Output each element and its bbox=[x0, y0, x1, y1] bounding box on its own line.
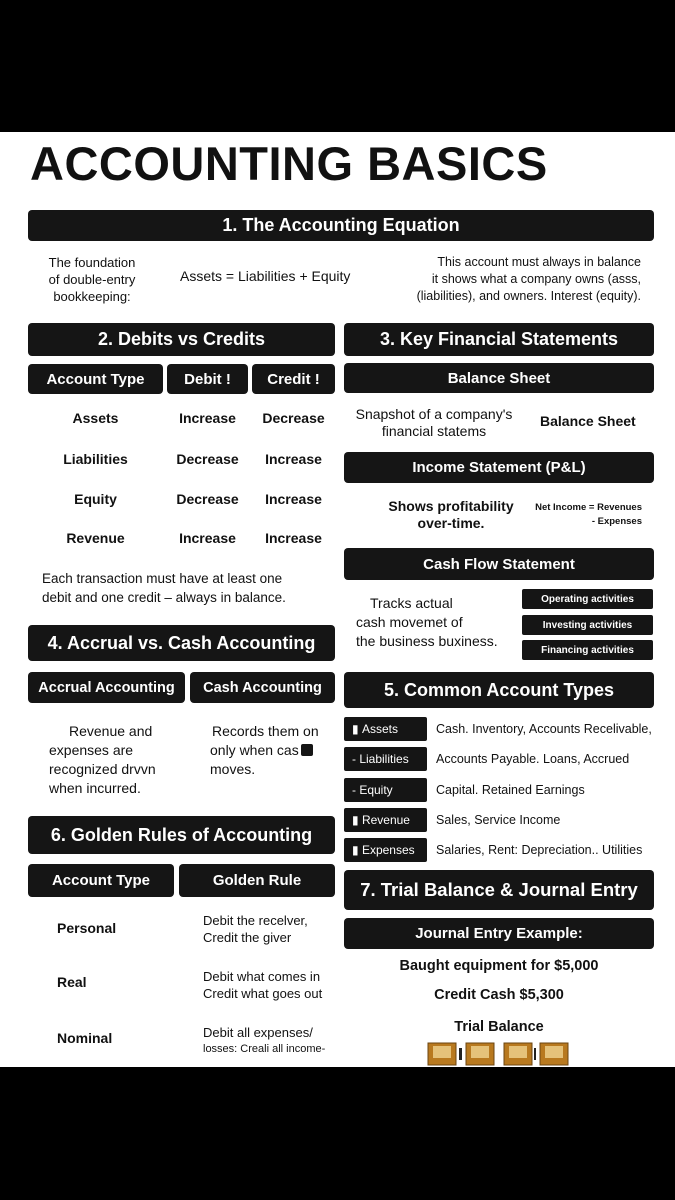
s2-row-credit: Increase bbox=[265, 530, 322, 546]
s7-line2: Credit Cash $5,300 bbox=[434, 987, 564, 1003]
s1-left-text: The foundation of double-entry bookkeeping: bbox=[48, 255, 136, 304]
s3-income-header: Income Statement (P&L) bbox=[344, 452, 654, 483]
s2-row-type: Assets bbox=[72, 410, 119, 426]
s5-tag-assets: ▮ Assets bbox=[344, 717, 427, 741]
s6-row-rule: Debit what comes in Credit what goes out bbox=[203, 969, 323, 1001]
s5-desc-liabilities: Accounts Payable. Loans, Accrued bbox=[436, 752, 630, 766]
s4-col-accrual: Accrual Accounting bbox=[28, 672, 185, 703]
s5-tag-expenses: ▮ Expenses bbox=[344, 838, 427, 862]
s3-cash-desc: Tracks actual cash movemet of the business buxiness. bbox=[356, 595, 498, 649]
s2-row-type: Equity bbox=[74, 491, 117, 507]
s2-row-debit: Decrease bbox=[176, 491, 239, 507]
s7-header: 7. Trial Balance & Journal Entry bbox=[344, 870, 654, 910]
s3-financing-activities: Financing activities bbox=[522, 640, 653, 660]
s7-trial-balance: Trial Balance bbox=[454, 1019, 544, 1035]
s4-header: 4. Accrual vs. Cash Accounting bbox=[28, 625, 335, 661]
s5-desc-equity: Capital. Retained Earnings bbox=[436, 783, 585, 797]
s4-cash-desc: Records them on only when cas moves. bbox=[210, 723, 319, 777]
s6-row-type: Nominal bbox=[57, 1030, 113, 1046]
s6-row-type: Real bbox=[57, 974, 87, 990]
s6-row-rule: Debit the recelver, Credit the giver bbox=[203, 913, 308, 945]
s3-income-desc: Shows profitability over-time. bbox=[388, 498, 514, 531]
s6-col-golden-rule: Golden Rule bbox=[179, 864, 335, 897]
s2-note: Each transaction must have at least one debit and one credit – always in balance. bbox=[42, 571, 286, 605]
s5-desc-revenue: Sales, Service Income bbox=[436, 813, 561, 827]
s1-right-text: This account must always in balance it shows what a company owns (asss, (liabilities), and owners. Interest (equity). bbox=[416, 255, 641, 303]
s2-row-debit: Increase bbox=[179, 530, 236, 546]
s3-income-formula: Net Income = Revenues - Expenses bbox=[535, 502, 642, 527]
s6-header: 6. Golden Rules of Accounting bbox=[28, 816, 335, 854]
s1-header: 1. The Accounting Equation bbox=[28, 210, 654, 241]
s5-tag-equity: - Equity bbox=[344, 778, 427, 802]
s5-tag-revenue: ▮ Revenue bbox=[344, 808, 427, 832]
s2-row-credit: Increase bbox=[265, 491, 322, 507]
s5-desc-expenses: Salaries, Rent: Depreciation.. Utilities bbox=[436, 843, 643, 857]
s3-balance-header: Balance Sheet bbox=[344, 363, 654, 393]
s2-row-credit: Increase bbox=[265, 451, 322, 467]
s7-subheader: Journal Entry Example: bbox=[344, 918, 654, 949]
redacted-mark-icon bbox=[301, 744, 313, 756]
s3-cash-header: Cash Flow Statement bbox=[344, 548, 654, 580]
s7-line1: Baught equipment for $5,000 bbox=[399, 958, 599, 974]
s6-row-type: Personal bbox=[57, 920, 117, 936]
s2-col-debit: Debit ! bbox=[167, 364, 248, 394]
s4-accrual-desc: Revenue and expenses are recognized drvvn when incurred. bbox=[49, 723, 156, 796]
s6-row-rule: Debit all expenses/ losses: Creali all income- bbox=[203, 1025, 326, 1055]
s5-tag-liabilities: - Liabilities bbox=[344, 747, 427, 771]
s2-header: 2. Debits vs Credits bbox=[28, 323, 335, 356]
s2-row-type: Liabilities bbox=[63, 451, 128, 467]
ledger-books-icon bbox=[424, 1040, 574, 1067]
s3-balance-desc: Snapshot of a company's financial statems bbox=[355, 406, 513, 439]
s2-col-credit: Credit ! bbox=[252, 364, 335, 394]
s3-balance-label: Balance Sheet bbox=[540, 413, 636, 429]
infographic-page bbox=[0, 132, 675, 1067]
s5-header: 5. Common Account Types bbox=[344, 672, 654, 708]
s2-row-credit: Decrease bbox=[262, 410, 325, 426]
s5-desc-assets: Cash. Inventory, Accounts Recelivable, bbox=[436, 722, 652, 736]
s2-col-account-type: Account Type bbox=[28, 364, 163, 394]
s3-operating-activities: Operating activities bbox=[522, 589, 653, 609]
s4-col-cash: Cash Accounting bbox=[190, 672, 335, 703]
s1-equation: Assets = Liabilities + Equity bbox=[180, 268, 351, 284]
page-title: ACCOUNTING BASICS bbox=[30, 137, 548, 190]
s3-header: 3. Key Financial Statements bbox=[344, 323, 654, 356]
s2-row-debit: Decrease bbox=[176, 451, 239, 467]
s6-col-account-type: Account Type bbox=[28, 864, 174, 897]
s2-row-type: Revenue bbox=[66, 530, 125, 546]
s3-investing-activities: Investing activities bbox=[522, 615, 653, 635]
s2-row-debit: Increase bbox=[179, 410, 236, 426]
